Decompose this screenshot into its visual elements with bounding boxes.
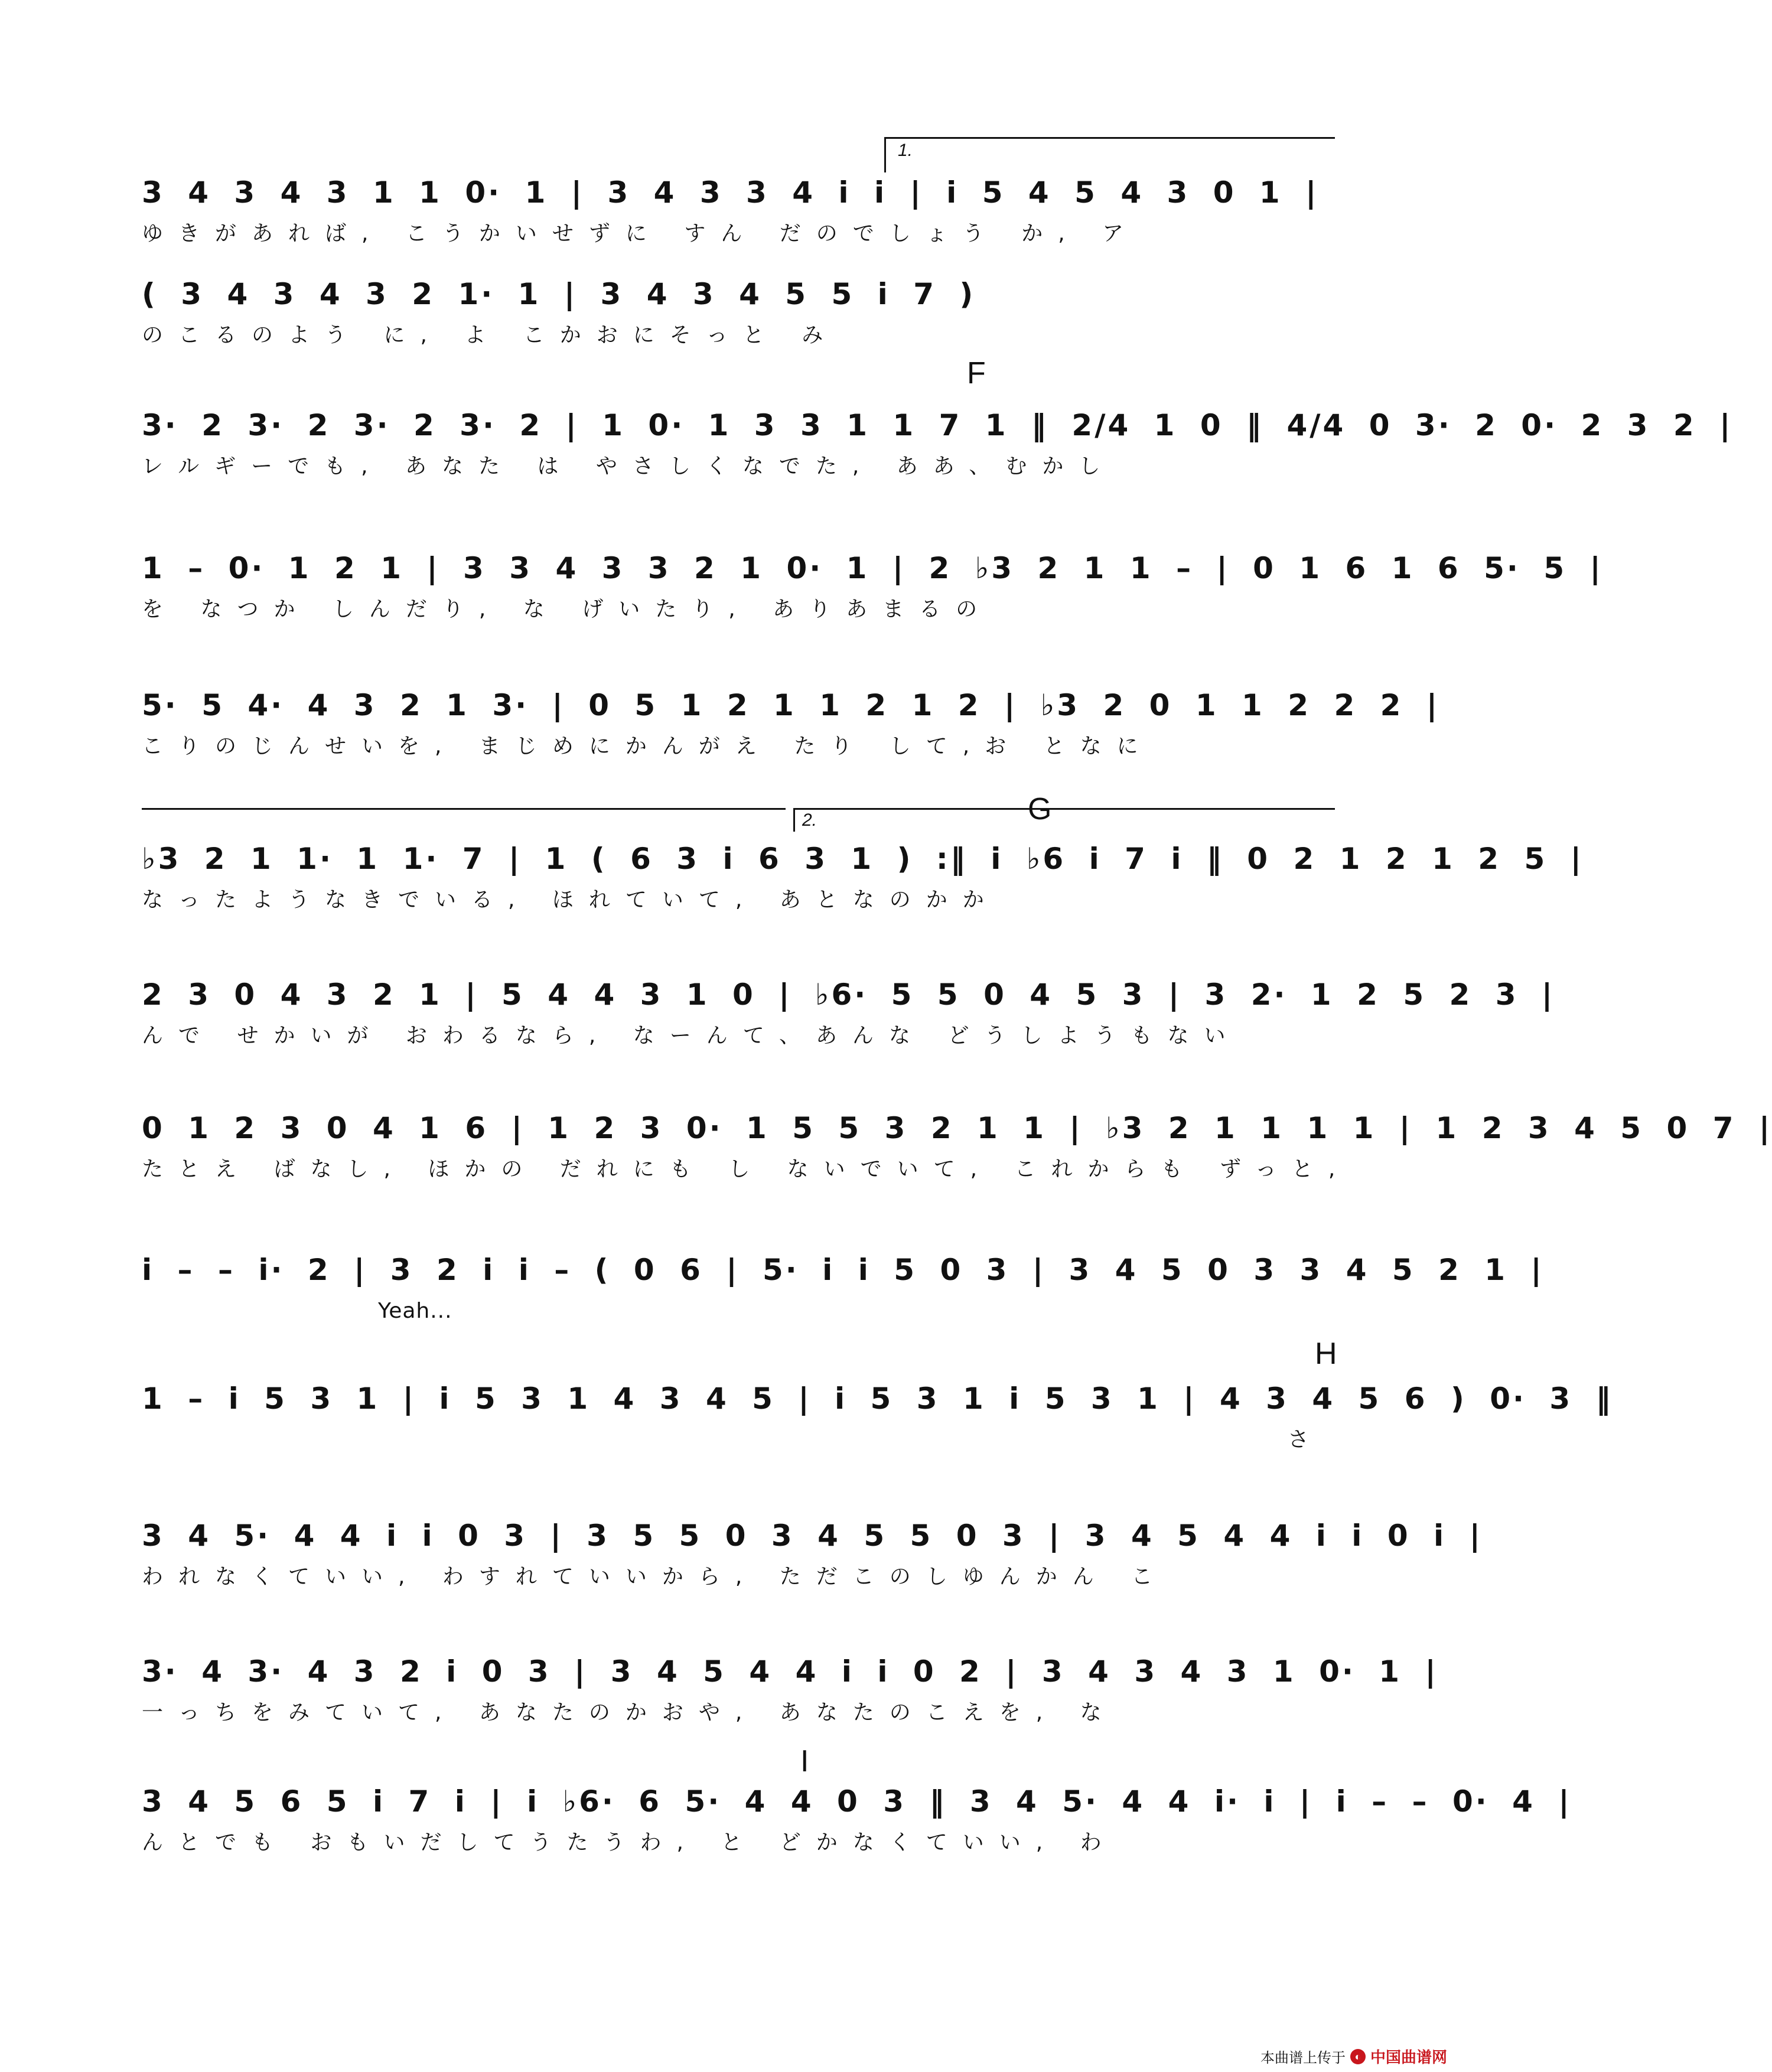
stave-row-10: [142, 1375, 1613, 1458]
stave-row-2: [142, 271, 1335, 353]
volta-first-label: 1.: [898, 141, 913, 160]
lyrics-line: のこるのよう に, よ こかおにそっと み: [142, 323, 839, 347]
lyrics-line: 一っちをみていて, あなたのかおや, あなたのこえを, な: [142, 1700, 1117, 1725]
stave-row-13: [142, 1778, 1572, 1861]
footer-site-name: 中国曲谱网: [1370, 2048, 1447, 2066]
notes-line: 1 – i 5 3 1 | i 5 3 1 4 3 4 5 | i 5 3 1 i 5 3 1 | 4 3 4 5 6 ) 0· 3 ‖: [142, 1382, 1613, 1416]
volta-second-line: [793, 808, 1335, 810]
volta-second-hook: [793, 808, 795, 832]
stave-row-1: [142, 169, 1335, 252]
notes-line: 5· 5 4· 4 3 2 1 3· | 0 5 1 2 1 1 2 1 2 | ♭3 2 0 1 1 2 2 2 |: [142, 688, 1440, 722]
notes-line: 3 4 5· 4 4 i i 0 3 | 3 5 5 0 3 4 5 5 0 3 | 3 4 5 4 4 i i 0 i |: [142, 1519, 1483, 1553]
stave-row-11: [142, 1512, 1483, 1595]
volta-first-hook: [884, 137, 886, 172]
stave-row-6: [142, 835, 1584, 918]
notes-line: 3· 2 3· 2 3· 2 3· 2 | 1 0· 1 3 3 1 1 7 1 ‖ 2/4 1 0 ‖ 4/4 0 3· 2 0· 2 3 2 |: [142, 408, 1733, 442]
notes-line: i – – i· 2 | 3 2 i i – ( 0 6 | 5· i i 5 0 3 | 3 4 5 0 3 3 4 5 2 1 |: [142, 1253, 1544, 1287]
stave-row-4: [142, 545, 1603, 627]
notes-line: 3 4 5 6 5 i 7 i | i ♭6· 6 5· 4 4 0 3 ‖ 3 4 5· 4 4 i· i | i – – 0· 4 |: [142, 1784, 1572, 1819]
lyrics-line: を なつか しんだり, な げいたり, ありあまるの: [142, 597, 993, 621]
stave-row-9: [142, 1246, 1544, 1329]
stave-row-7: [142, 971, 1555, 1054]
lyrics-line: こりのじんせいを, まじめにかんがえ たり して,お となに: [142, 734, 1154, 758]
lyrics-line: Yeah...: [378, 1299, 452, 1323]
volta-continuation-line: [142, 808, 786, 810]
volta-second-label: 2.: [802, 810, 817, 830]
stave-row-5: [142, 682, 1440, 764]
lyrics-line: んとでも おもいだしてうたうわ, と どかなくていい, わ: [142, 1830, 1117, 1855]
lyrics-line: レルギーでも, あなた は やさしくなでた, ああ、むかし: [142, 454, 1116, 478]
lyrics-line: さ: [1288, 1428, 1325, 1452]
notes-line: 3· 4 3· 4 3 2 i 0 3 | 3 4 5 4 4 i i 0 2 | 3 4 3 4 3 1 0· 1 |: [142, 1654, 1438, 1689]
section-marker-g: G: [1028, 792, 1052, 826]
stave-row-8: [142, 1105, 1772, 1187]
stave-row-3: [142, 402, 1733, 484]
stave-row-12: [142, 1648, 1438, 1731]
lyrics-line: んで せかいが おわるなら, なーんて、あんな どうしようもない: [142, 1024, 1241, 1048]
section-marker-f: F: [967, 356, 986, 390]
notes-line: ( 3 4 3 4 3 2 1· 1 | 3 4 3 4 5 5 i 7 ): [142, 277, 976, 311]
site-logo-icon: ◐: [1350, 2049, 1366, 2064]
notes-line: 1 – 0· 1 2 1 | 3 3 4 3 3 2 1 0· 1 | 2 ♭3 2 1 1 – | 0 1 6 1 6 5· 5 |: [142, 551, 1603, 585]
notes-line: 0 1 2 3 0 4 1 6 | 1 2 3 0· 1 5 5 3 2 1 1 | ♭3 2 1 1 1 1 | 1 2 3 4 5 0 7 |: [142, 1111, 1772, 1145]
lyrics-line: たとえ ばなし, ほかの だれにも し ないでいて, これからも ずっと,: [142, 1157, 1351, 1181]
section-marker-h: H: [1315, 1337, 1337, 1371]
site-watermark: [1260, 2045, 1447, 2067]
lyrics-line: ゆきがあれば, こうかいせずに すん だのでしょう か, ア: [142, 221, 1139, 246]
notes-line: ♭3 2 1 1· 1 1· 7 | 1 ( 6 3 i 6 3 1 ) :‖ i ♭6 i 7 i ‖ 0 2 1 2 1 2 5 |: [142, 842, 1584, 876]
lyrics-line: われなくていい, わすれていいから, ただこのしゆんかん こ: [142, 1565, 1168, 1589]
notes-line: 3 4 3 4 3 1 1 0· 1 | 3 4 3 3 4 i i | i 5 4 5 4 3 0 1 |: [142, 175, 1319, 210]
footer-prefix: 本曲谱上传于: [1260, 2050, 1346, 2066]
section-marker-i: I: [800, 1744, 809, 1778]
lyrics-line: なったようなきでいる, ほれていて, あとなのかか: [142, 888, 999, 912]
volta-first-line: [884, 137, 1335, 139]
notes-line: 2 3 0 4 3 2 1 | 5 4 4 3 1 0 | ♭6· 5 5 0 4 5 3 | 3 2· 1 2 5 2 3 |: [142, 978, 1555, 1012]
